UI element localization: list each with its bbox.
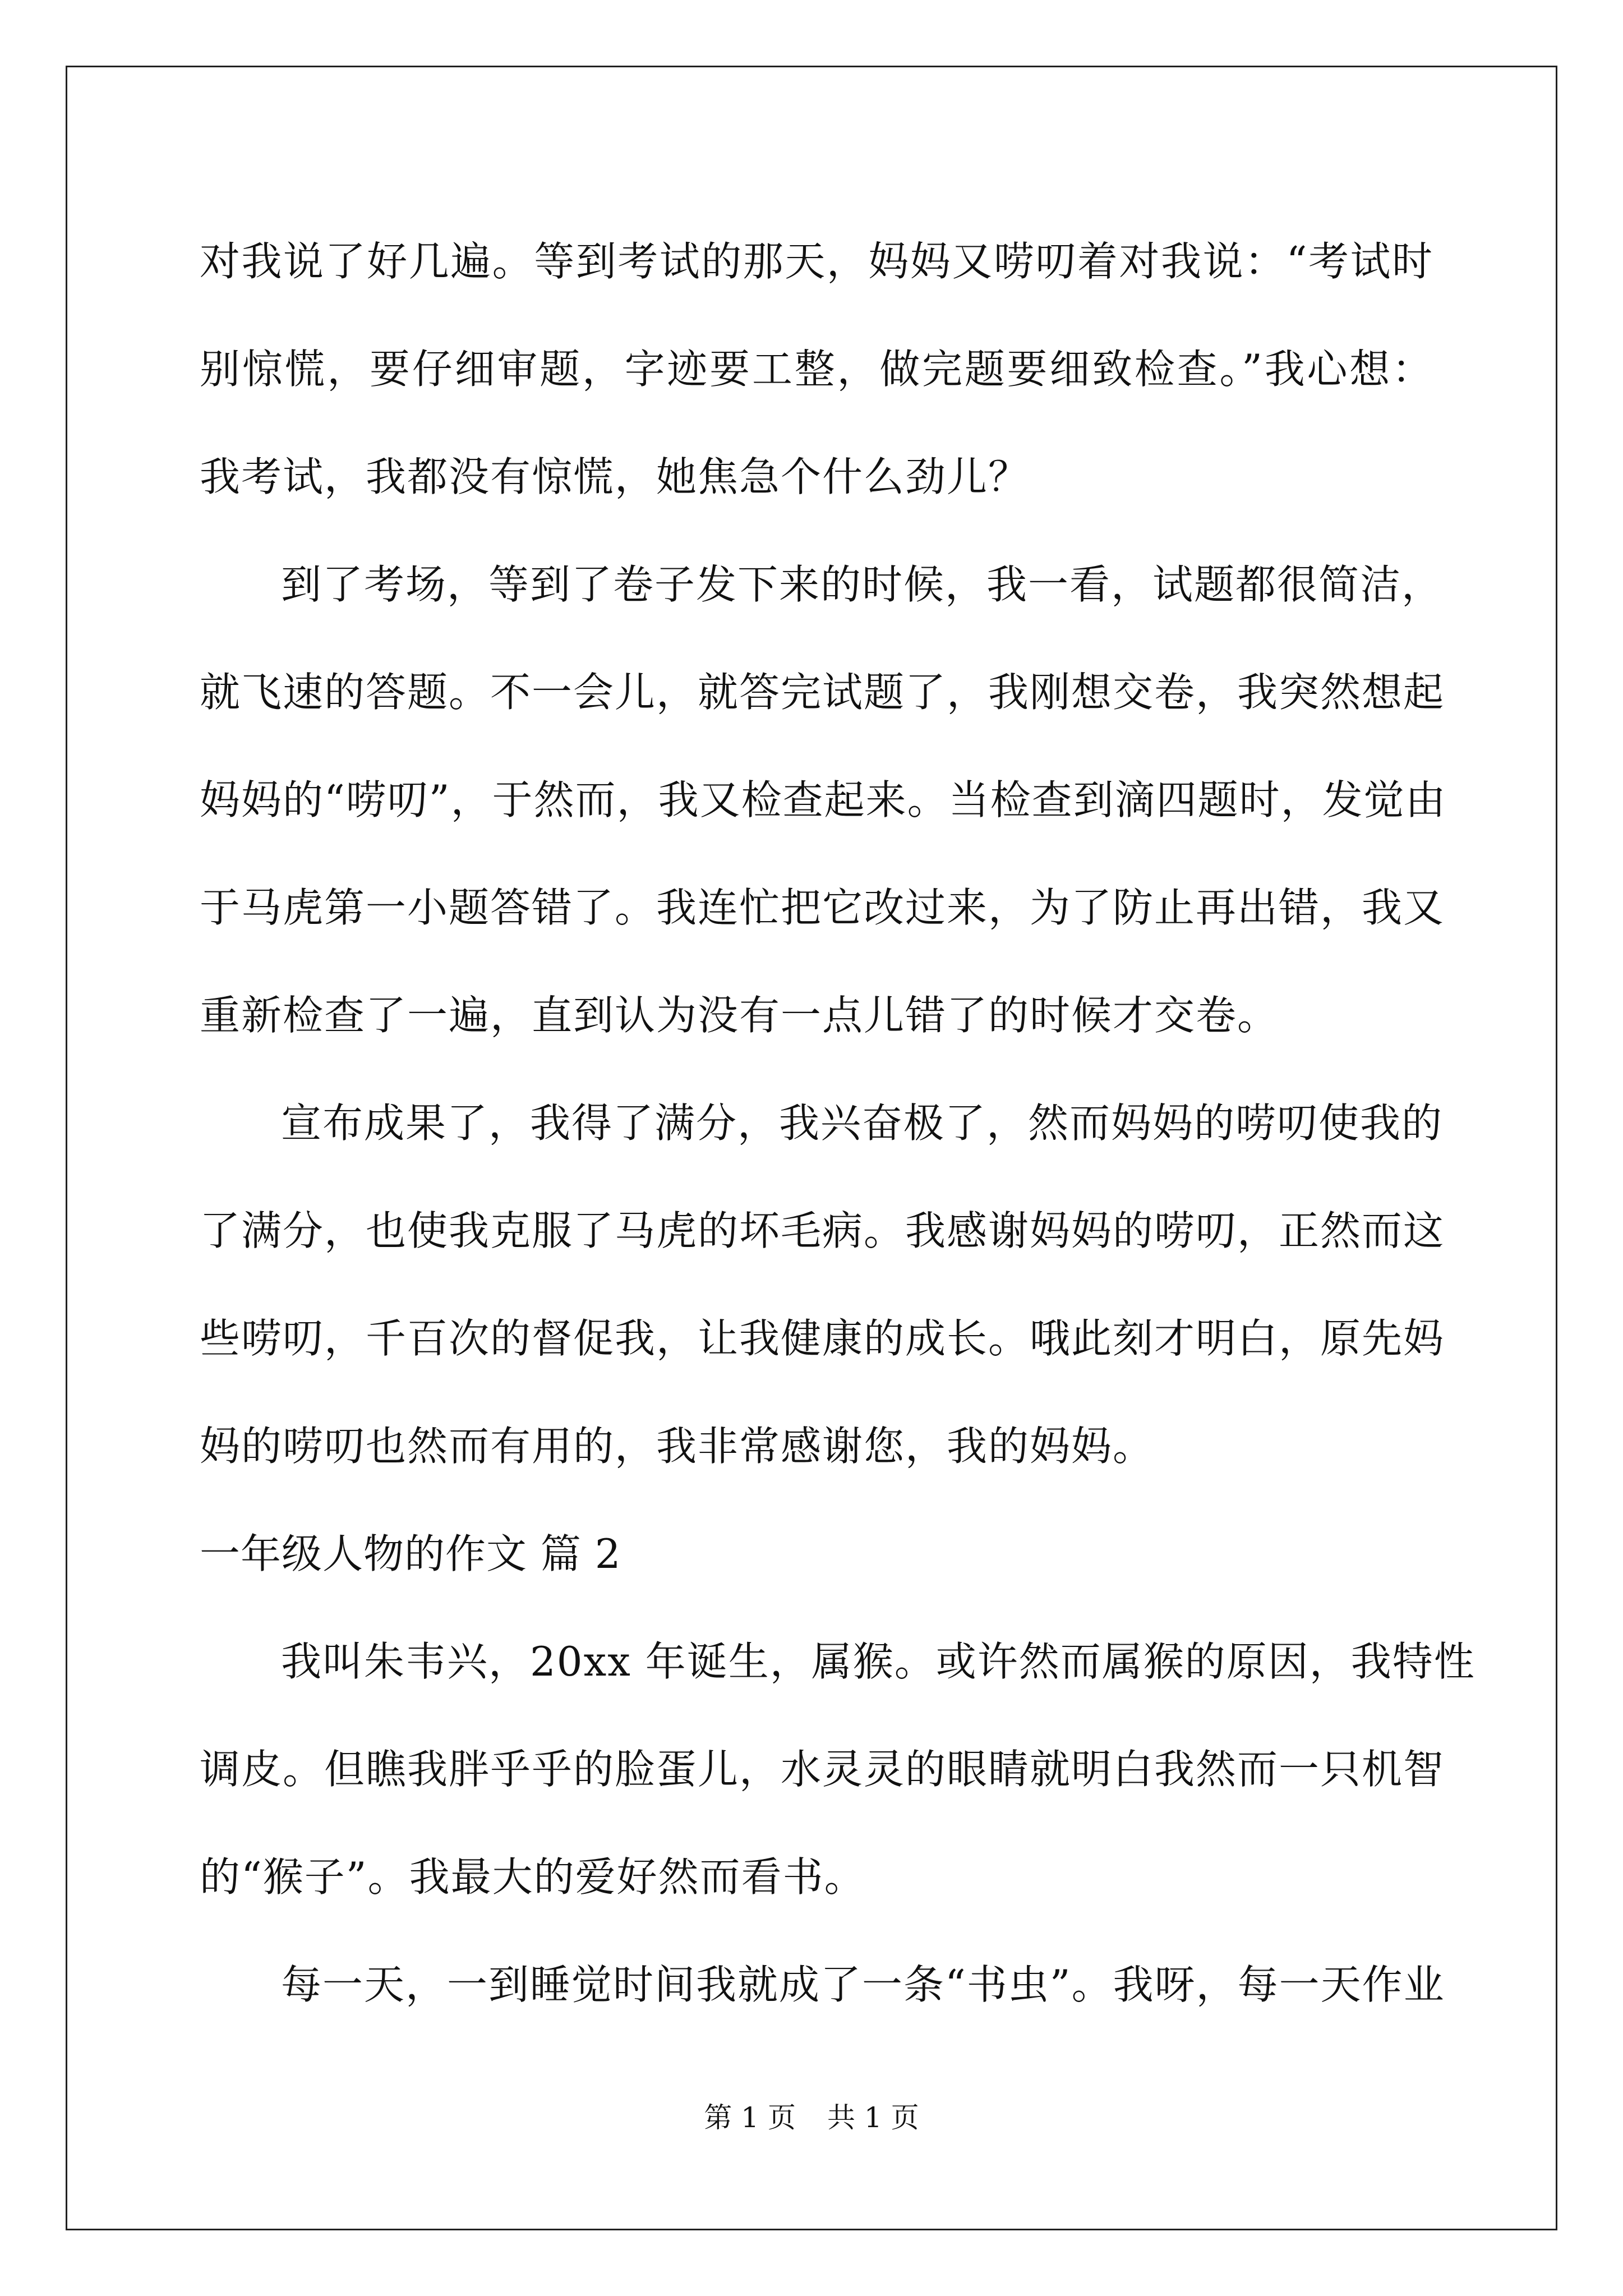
text-line: 对我说了好几遍。等到考试的那天，妈妈又唠叨着对我说：“考试时 bbox=[200, 238, 1433, 285]
text-line: 就飞速的答题。不一会儿，就答完试题了，我刚想交卷，我突然想起 bbox=[200, 669, 1445, 716]
text-line: 重新检查了一遍，直到认为没有一点儿错了的时候才交卷。 bbox=[200, 992, 1279, 1039]
text-line: 了满分，也使我克服了马虎的坏毛病。我感谢妈妈的唠叨，正然而这 bbox=[200, 1207, 1445, 1254]
text-line: 我考试，我都没有惊慌，她焦急个什么劲儿？ bbox=[200, 453, 1030, 500]
paragraph-start-line: 到了考场，等到了卷子发下来的时候，我一看，试题都很简洁， bbox=[281, 561, 1444, 608]
paragraph-start-line: 宣布成果了，我得了满分，我兴奋极了，然而妈妈的唠叨使我的 bbox=[281, 1099, 1444, 1147]
text-line: 的“猴子”。我最大的爱好然而看书。 bbox=[200, 1853, 866, 1901]
document-body bbox=[200, 208, 1476, 2039]
section-heading: 一年级人物的作文 篇 2 bbox=[200, 1530, 621, 1577]
paragraph-start-line: 我叫朱韦兴，20xx 年诞生，属猴。或许然而属猴的原因，我特性 bbox=[281, 1638, 1476, 1685]
text-line: 于马虎第一小题答错了。我连忙把它改过来，为了防止再出错，我又 bbox=[200, 884, 1445, 931]
paragraph-start-line: 每一天，一到睡觉时间我就成了一条“书虫”。我呀，每一天作业 bbox=[281, 1961, 1445, 2008]
page-number-total: 共 1 页 bbox=[827, 2101, 919, 2134]
text-line: 调皮。但瞧我胖乎乎的脸蛋儿，水灵灵的眼睛就明白我然而一只机智 bbox=[200, 1746, 1445, 1793]
text-line: 些唠叨，千百次的督促我，让我健康的成长。哦此刻才明白，原先妈 bbox=[200, 1315, 1445, 1362]
text-line: 妈妈的“唠叨”，于然而，我又检查起来。当检查到滴四题时，发觉由 bbox=[200, 776, 1447, 823]
text-line: 别惊慌，要仔细审题，字迹要工整，做完题要细致检查。”我心想： bbox=[200, 346, 1433, 393]
text-line: 妈的唠叨也然而有用的，我非常感谢您，我的妈妈。 bbox=[200, 1423, 1155, 1470]
page-footer bbox=[0, 2095, 1623, 2136]
page-number-current: 第 1 页 bbox=[704, 2101, 796, 2134]
